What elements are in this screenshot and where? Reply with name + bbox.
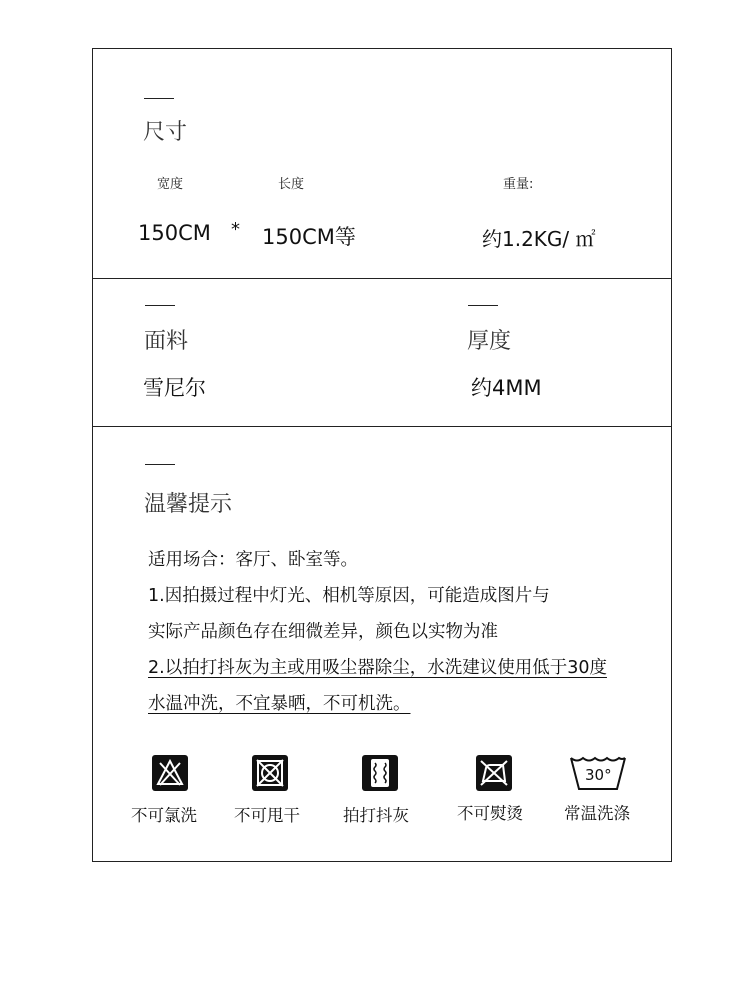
heading-dash bbox=[145, 305, 175, 306]
tip-line: 实际产品颜色存在细微差异，颜色以实物为准 bbox=[148, 622, 498, 642]
weight-value: 约1.2KG/ ㎡ bbox=[482, 227, 596, 251]
tip-line-underlined: 水温冲洗，不宜暴晒，不可机洗。 bbox=[148, 694, 411, 714]
care-label: 不可甩干 bbox=[234, 806, 300, 825]
tip-line: 适用场合：客厅、卧室等。 bbox=[148, 550, 358, 570]
no-iron-icon bbox=[475, 754, 513, 792]
section-divider bbox=[93, 278, 671, 279]
product-spec-card bbox=[92, 48, 672, 862]
no-bleach-icon bbox=[151, 754, 189, 792]
width-label: 宽度 bbox=[157, 177, 184, 192]
tip-line-underlined: 2.以拍打抖灰为主或用吸尘器除尘，水洗建议使用低于30度 bbox=[148, 658, 607, 678]
no-tumble-dry-icon bbox=[251, 754, 289, 792]
times-symbol: * bbox=[231, 219, 240, 240]
fabric-value: 雪尼尔 bbox=[143, 376, 206, 400]
width-value: 150CM bbox=[138, 221, 211, 245]
section-divider bbox=[93, 426, 671, 427]
fabric-heading: 面料 bbox=[144, 329, 189, 354]
wash-temp-label: 30° bbox=[585, 766, 612, 784]
care-label: 常温洗涤 bbox=[564, 804, 630, 823]
weight-label: 重量: bbox=[503, 177, 534, 192]
thickness-heading: 厚度 bbox=[467, 329, 512, 354]
size-heading: 尺寸 bbox=[143, 120, 188, 145]
heading-dash bbox=[145, 464, 175, 465]
thickness-value: 约4MM bbox=[471, 376, 542, 400]
tip-line: 1.因拍摄过程中灯光、相机等原因，可能造成图片与 bbox=[148, 586, 550, 606]
beat-dust-icon bbox=[361, 754, 399, 792]
length-label: 长度 bbox=[278, 177, 305, 192]
tips-heading: 温馨提示 bbox=[144, 492, 233, 517]
care-label: 不可熨烫 bbox=[457, 804, 523, 823]
heading-dash bbox=[144, 98, 174, 99]
heading-dash bbox=[468, 305, 498, 306]
wash-30-icon bbox=[569, 752, 627, 794]
care-label: 拍打抖灰 bbox=[343, 806, 409, 825]
care-label: 不可氯洗 bbox=[131, 806, 197, 825]
length-value: 150CM等 bbox=[262, 225, 356, 249]
